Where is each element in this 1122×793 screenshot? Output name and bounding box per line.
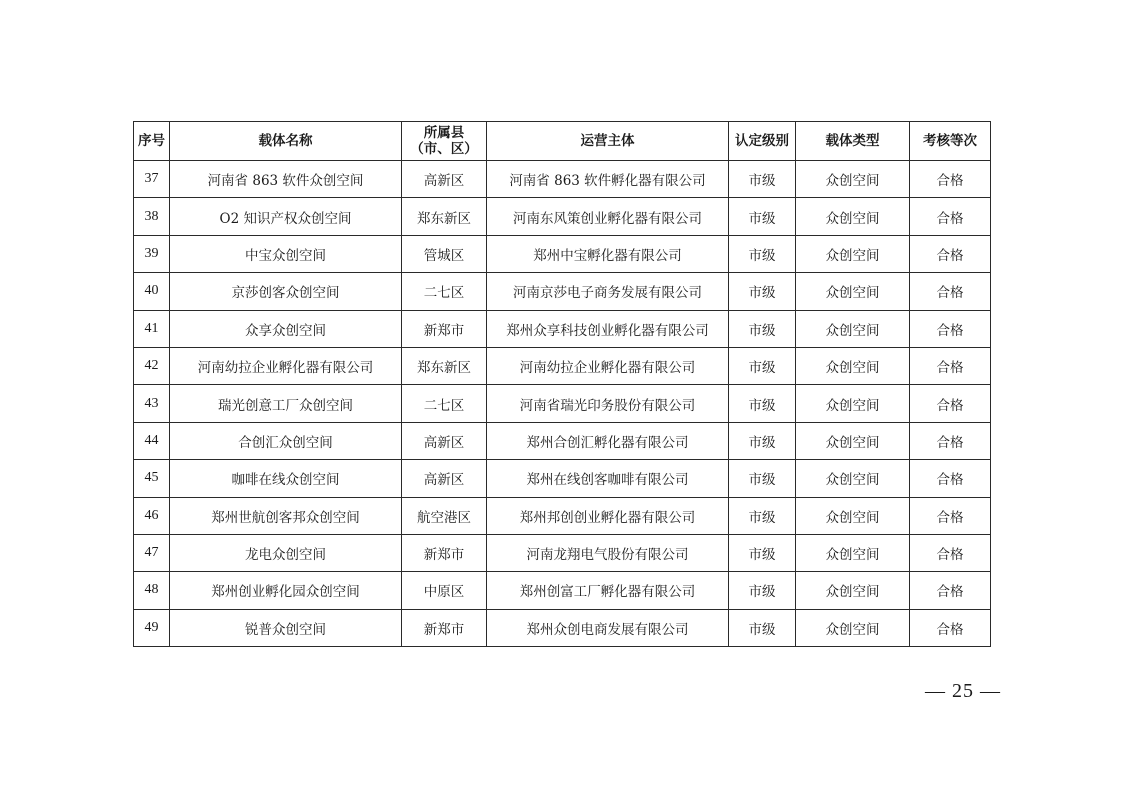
table-row	[134, 310, 991, 347]
level-cell: 市级	[729, 310, 796, 347]
seq-cell: 40	[134, 273, 170, 310]
carrier-name-cell: 咖啡在线众创空间	[170, 460, 402, 497]
level-cell: 市级	[729, 161, 796, 198]
level-cell: 市级	[729, 347, 796, 384]
carrier-name-cell: 河南幼拉企业孵化器有限公司	[170, 347, 402, 384]
district-cell: 航空港区	[402, 497, 487, 534]
seq-cell: 46	[134, 497, 170, 534]
carrier-type-cell: 众创空间	[796, 460, 910, 497]
carrier-type-cell: 众创空间	[796, 572, 910, 609]
level-cell: 市级	[729, 235, 796, 272]
table-row	[134, 572, 991, 609]
level-cell: 市级	[729, 497, 796, 534]
district-cell: 二七区	[402, 385, 487, 422]
seq-cell: 43	[134, 385, 170, 422]
carrier-name-cell: 合创汇众创空间	[170, 422, 402, 459]
operator-cell: 河南幼拉企业孵化器有限公司	[487, 347, 729, 384]
level-cell: 市级	[729, 609, 796, 646]
district-cell: 二七区	[402, 273, 487, 310]
district-cell: 郑东新区	[402, 347, 487, 384]
district-cell: 高新区	[402, 422, 487, 459]
district-cell: 中原区	[402, 572, 487, 609]
operator-cell: 郑州合创汇孵化器有限公司	[487, 422, 729, 459]
operator-cell: 河南龙翔电气股份有限公司	[487, 534, 729, 571]
seq-cell: 38	[134, 198, 170, 235]
seq-cell: 48	[134, 572, 170, 609]
table-row	[134, 385, 991, 422]
table-row	[134, 460, 991, 497]
table-body	[134, 161, 991, 647]
district-cell: 新郑市	[402, 534, 487, 571]
carrier-type-cell: 众创空间	[796, 198, 910, 235]
header-operator: 运营主体	[487, 122, 729, 161]
header-district	[402, 122, 487, 161]
level-cell: 市级	[729, 460, 796, 497]
seq-cell: 39	[134, 235, 170, 272]
carrier-name-cell: 郑州创业孵化园众创空间	[170, 572, 402, 609]
operator-cell: 郑州众享科技创业孵化器有限公司	[487, 310, 729, 347]
carrier-name-cell: 中宝众创空间	[170, 235, 402, 272]
operator-cell: 郑州在线创客咖啡有限公司	[487, 460, 729, 497]
level-cell: 市级	[729, 572, 796, 609]
seq-cell: 37	[134, 161, 170, 198]
carrier-name-cell: 郑州世航创客邦众创空间	[170, 497, 402, 534]
carrier-name-cell: 瑞光创意工厂众创空间	[170, 385, 402, 422]
header-level: 认定级别	[729, 122, 796, 161]
assessment-cell: 合格	[910, 310, 991, 347]
header-carrier-name: 载体名称	[170, 122, 402, 161]
table-row	[134, 235, 991, 272]
assessment-cell: 合格	[910, 609, 991, 646]
assessment-cell: 合格	[910, 347, 991, 384]
level-cell: 市级	[729, 385, 796, 422]
carrier-name-cell: 龙电众创空间	[170, 534, 402, 571]
seq-cell: 49	[134, 609, 170, 646]
operator-cell: 郑州众创电商发展有限公司	[487, 609, 729, 646]
district-cell: 高新区	[402, 460, 487, 497]
table-row	[134, 609, 991, 646]
level-cell: 市级	[729, 422, 796, 459]
page-number: — 25 —	[925, 680, 1001, 702]
seq-cell: 45	[134, 460, 170, 497]
assessment-cell: 合格	[910, 572, 991, 609]
table-row	[134, 198, 991, 235]
table-row	[134, 347, 991, 384]
district-cell: 郑东新区	[402, 198, 487, 235]
seq-cell: 44	[134, 422, 170, 459]
assessment-cell: 合格	[910, 198, 991, 235]
carrier-type-cell: 众创空间	[796, 235, 910, 272]
operator-cell: 郑州邦创创业孵化器有限公司	[487, 497, 729, 534]
carrier-type-cell: 众创空间	[796, 609, 910, 646]
carrier-type-cell: 众创空间	[796, 161, 910, 198]
level-cell: 市级	[729, 534, 796, 571]
header-seq: 序号	[134, 122, 170, 161]
assessment-cell: 合格	[910, 385, 991, 422]
table-row	[134, 422, 991, 459]
assessment-cell: 合格	[910, 460, 991, 497]
carrier-type-cell: 众创空间	[796, 385, 910, 422]
table-row	[134, 273, 991, 310]
seq-cell: 42	[134, 347, 170, 384]
carrier-name-cell: O2 知识产权众创空间	[170, 198, 402, 235]
carrier-type-cell: 众创空间	[796, 310, 910, 347]
carrier-name-cell: 锐普众创空间	[170, 609, 402, 646]
operator-cell: 郑州创富工厂孵化器有限公司	[487, 572, 729, 609]
seq-cell: 41	[134, 310, 170, 347]
operator-cell: 郑州中宝孵化器有限公司	[487, 235, 729, 272]
operator-cell: 河南省瑞光印务股份有限公司	[487, 385, 729, 422]
district-cell: 新郑市	[402, 310, 487, 347]
table-row	[134, 161, 991, 198]
carrier-type-cell: 众创空间	[796, 534, 910, 571]
header-district-line2: （市、区）	[410, 141, 478, 157]
carrier-type-cell: 众创空间	[796, 347, 910, 384]
assessment-cell: 合格	[910, 161, 991, 198]
operator-cell: 河南省 863 软件孵化器有限公司	[487, 161, 729, 198]
operator-cell: 河南京莎电子商务发展有限公司	[487, 273, 729, 310]
district-cell: 管城区	[402, 235, 487, 272]
table-header-row	[134, 122, 991, 161]
district-cell: 新郑市	[402, 609, 487, 646]
table-row	[134, 497, 991, 534]
carrier-type-cell: 众创空间	[796, 497, 910, 534]
carrier-type-cell: 众创空间	[796, 422, 910, 459]
carrier-name-cell: 京莎创客众创空间	[170, 273, 402, 310]
header-carrier-type: 载体类型	[796, 122, 910, 161]
carrier-assessment-table	[133, 121, 991, 647]
carrier-type-cell: 众创空间	[796, 273, 910, 310]
assessment-cell: 合格	[910, 422, 991, 459]
level-cell: 市级	[729, 198, 796, 235]
assessment-cell: 合格	[910, 534, 991, 571]
assessment-cell: 合格	[910, 497, 991, 534]
level-cell: 市级	[729, 273, 796, 310]
assessment-cell: 合格	[910, 273, 991, 310]
district-cell: 高新区	[402, 161, 487, 198]
operator-cell: 河南东风策创业孵化器有限公司	[487, 198, 729, 235]
seq-cell: 47	[134, 534, 170, 571]
table-row	[134, 534, 991, 571]
assessment-cell: 合格	[910, 235, 991, 272]
header-assessment: 考核等次	[910, 122, 991, 161]
carrier-name-cell: 河南省 863 软件众创空间	[170, 161, 402, 198]
header-district-line1: 所属县	[423, 125, 465, 141]
carrier-name-cell: 众享众创空间	[170, 310, 402, 347]
